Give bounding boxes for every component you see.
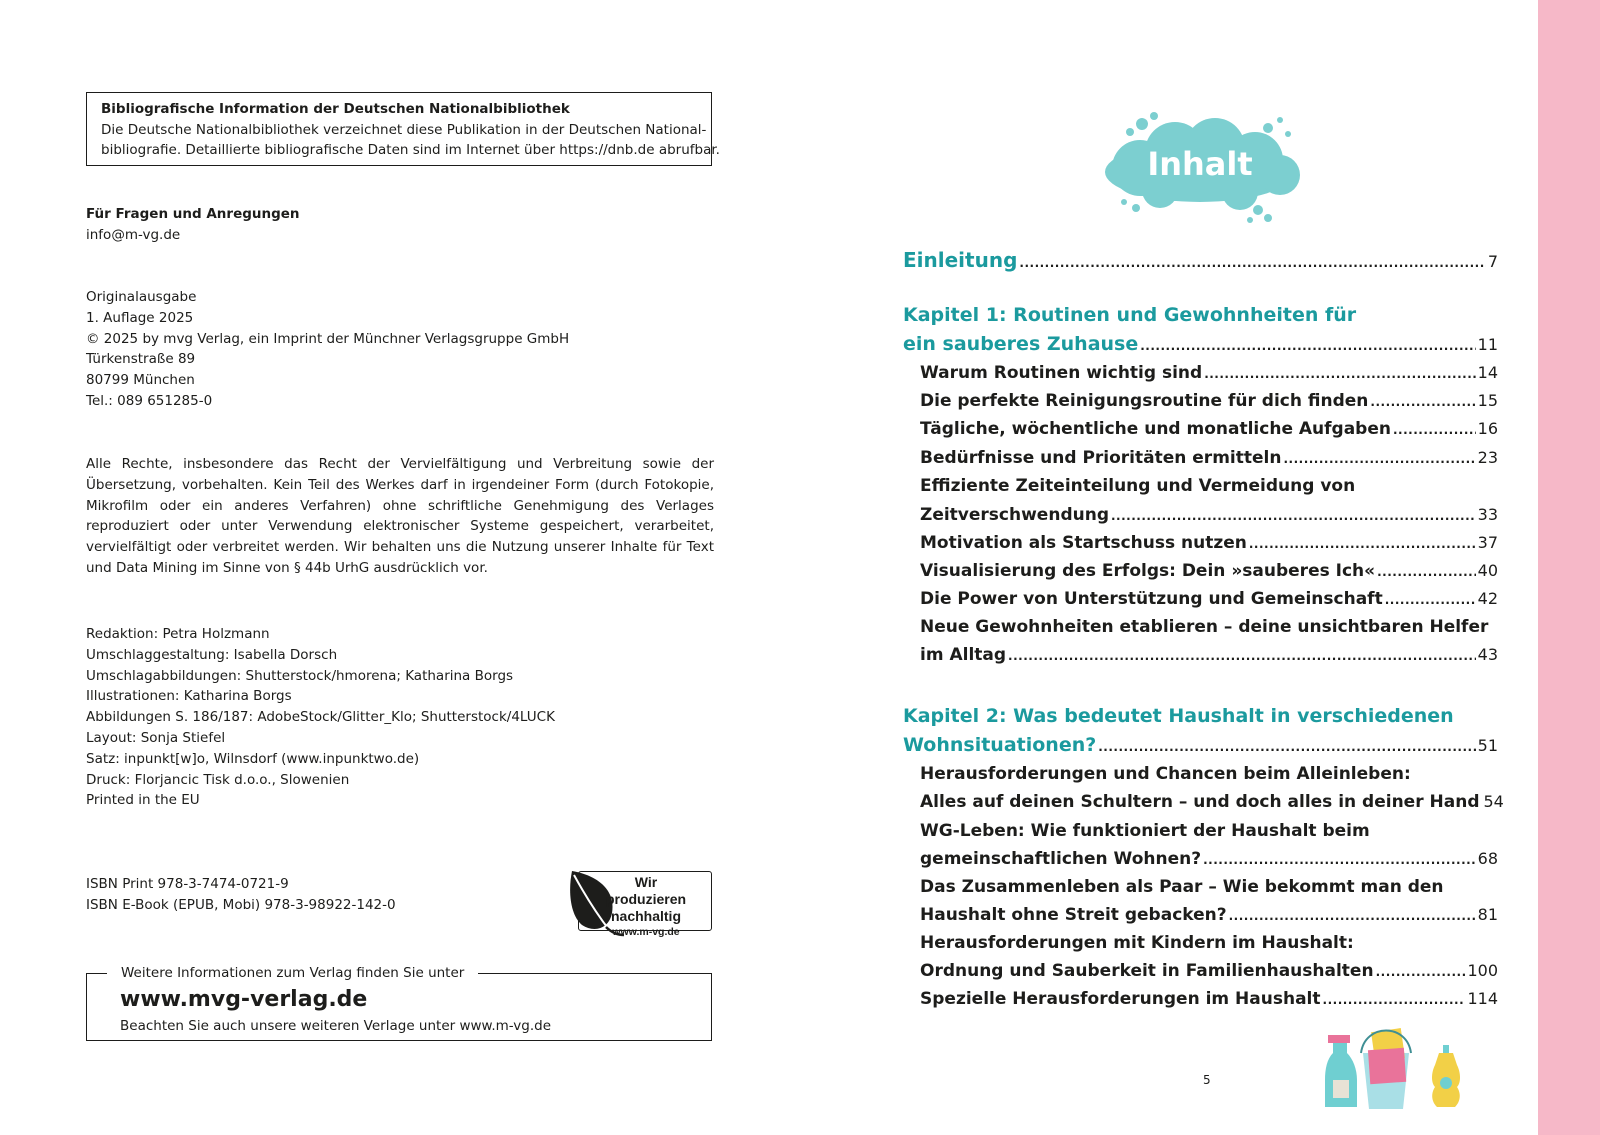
isbn-block bbox=[86, 874, 396, 916]
toc-label: Warum Routinen wichtig sind bbox=[920, 363, 1203, 383]
edition-block bbox=[86, 287, 569, 412]
toc-page: 33 bbox=[1477, 505, 1498, 524]
toc-page: 114 bbox=[1467, 989, 1498, 1008]
toc-page: 11 bbox=[1477, 335, 1498, 354]
seal-line: Wir produzieren bbox=[605, 874, 687, 907]
contact-heading: Für Fragen und Anregungen bbox=[86, 206, 300, 222]
toc-leader bbox=[1376, 965, 1466, 979]
toc-page: 100 bbox=[1467, 961, 1498, 980]
edition-line: Türkenstraße 89 bbox=[86, 351, 196, 368]
credits-block bbox=[86, 624, 555, 811]
toc-leader bbox=[1204, 367, 1475, 381]
toc-page: 37 bbox=[1477, 533, 1498, 552]
toc-chapter-title[interactable]: Kapitel 1: Routinen und Gewohnheiten für bbox=[903, 304, 1357, 326]
toc-page: 40 bbox=[1477, 561, 1498, 580]
toc-leader bbox=[1008, 649, 1476, 663]
toc-leader bbox=[1019, 256, 1485, 270]
page-number: 5 bbox=[1203, 1073, 1211, 1087]
cleaning-supplies-icon bbox=[1325, 1025, 1475, 1110]
rights-notice: Alle Rechte, insbesondere das Recht der Vervielfältigung und Verbreitung sowie der Übersetzung, vorbehalten. Kein Teil des Werkes darf in irgendeiner Form (durch Fotokopie, Mikrofilm oder ein anderes Verfahren) ohne schriftliche Genehmigung des Verlages reproduziert oder unter Verwendung elektronischer Systeme gespeichert, verarbeitet, vervielfältigt oder verbreitet werden. Wir behalten uns die Nutzung unserer Inhalte für Text und Data Mining im Sinne von § 44b UrhG ausdrücklich vor. bbox=[86, 456, 714, 576]
toc-leader bbox=[1385, 593, 1476, 607]
toc-label: Zeitverschwendung bbox=[920, 505, 1109, 525]
seal-text bbox=[594, 874, 698, 940]
toc-label: Alles auf deinen Schultern – und doch alles in deiner Hand bbox=[920, 792, 1480, 812]
credit-line: Abbildungen S. 186/187: AdobeStock/Glitter_Klo; Shutterstock/4LUCK bbox=[86, 709, 555, 726]
toc-leader bbox=[1323, 993, 1466, 1007]
contact-email[interactable]: info@m-vg.de bbox=[86, 226, 181, 243]
toc-leader bbox=[1249, 537, 1476, 551]
toc-page: 81 bbox=[1477, 905, 1498, 924]
credit-line: Illustrationen: Katharina Borgs bbox=[86, 688, 292, 705]
toc-label: Spezielle Herausforderungen im Haushalt bbox=[920, 989, 1321, 1009]
toc-label: Visualisierung des Erfolgs: Dein »sauberes Ich« bbox=[920, 561, 1376, 581]
toc-entry-line[interactable]: Herausforderungen mit Kindern im Haushalt: bbox=[920, 933, 1354, 953]
toc-label: Motivation als Startschuss nutzen bbox=[920, 533, 1247, 553]
toc-leader bbox=[1377, 565, 1476, 579]
bibliographic-title: Bibliografische Information der Deutschen Nationalbibliothek bbox=[101, 101, 570, 117]
toc-leader bbox=[1229, 909, 1476, 923]
toc-page: 14 bbox=[1477, 363, 1498, 382]
bibliographic-line: bibliografie. Detaillierte bibliografische Daten sind im Internet über https://dnb.de abrufbar. bbox=[101, 142, 720, 158]
toc-entry[interactable] bbox=[920, 645, 1498, 665]
toc-entry-einleitung[interactable] bbox=[903, 248, 1498, 272]
toc-label: Haushalt ohne Streit gebacken? bbox=[920, 905, 1227, 925]
toc-page: 68 bbox=[1477, 849, 1498, 868]
toc-entry[interactable] bbox=[920, 391, 1498, 411]
credit-line: Umschlagabbildungen: Shutterstock/hmorena; Katharina Borgs bbox=[86, 667, 514, 684]
toc-entry[interactable] bbox=[920, 533, 1498, 553]
toc-page: 42 bbox=[1477, 589, 1498, 608]
toc-entry[interactable] bbox=[920, 792, 1504, 812]
web-caption: Weitere Informationen zum Verlag finden Sie unter bbox=[107, 963, 478, 983]
toc-entry-chapter-1[interactable] bbox=[903, 333, 1498, 355]
toc-page: 51 bbox=[1477, 736, 1498, 755]
web-more: Beachten Sie auch unsere weiteren Verlage unter www.m-vg.de bbox=[120, 1018, 552, 1034]
toc-leader bbox=[1393, 423, 1476, 437]
toc-label: im Alltag bbox=[920, 645, 1007, 665]
toc-entry[interactable] bbox=[920, 448, 1498, 468]
toc-label: gemeinschaftlichen Wohnen? bbox=[920, 849, 1202, 869]
toc-entry[interactable] bbox=[920, 505, 1498, 525]
credit-line: Layout: Sonja Stiefel bbox=[86, 729, 226, 746]
toc-entry-line[interactable]: WG-Leben: Wie funktioniert der Haushalt beim bbox=[920, 821, 1370, 841]
toc-entry-line[interactable]: Effiziente Zeiteinteilung und Vermeidung von bbox=[920, 476, 1356, 496]
toc-chapter-title[interactable]: Kapitel 2: Was bedeutet Haushalt in verschiedenen bbox=[903, 705, 1454, 727]
edition-line: © 2025 by mvg Verlag, ein Imprint der Münchner Verlagsgruppe GmbH bbox=[86, 330, 570, 347]
toc-page: 23 bbox=[1477, 448, 1498, 467]
toc-entry[interactable] bbox=[920, 989, 1498, 1009]
toc-heading: Inhalt bbox=[1147, 145, 1253, 183]
toc-leader bbox=[1140, 339, 1475, 353]
toc-page: 54 bbox=[1483, 792, 1504, 811]
contact-block bbox=[86, 204, 300, 246]
toc-label: Ordnung und Sauberkeit in Familienhaushalten bbox=[920, 961, 1374, 981]
publisher-web-box bbox=[86, 965, 712, 1041]
toc-entry[interactable] bbox=[920, 589, 1498, 609]
edition-line: Tel.: 089 651285-0 bbox=[86, 392, 213, 409]
publisher-url[interactable]: www.mvg-verlag.de bbox=[120, 987, 368, 1012]
toc-leader bbox=[1098, 740, 1475, 754]
toc-label: Wohnsituationen? bbox=[903, 734, 1097, 756]
toc-entry[interactable] bbox=[920, 419, 1498, 439]
toc-entry[interactable] bbox=[920, 961, 1498, 981]
page-edge-strip bbox=[1538, 0, 1600, 1135]
sustainability-seal bbox=[566, 867, 714, 938]
toc-label: Einleitung bbox=[903, 248, 1018, 272]
toc-entry-line[interactable]: Herausforderungen und Chancen beim Alleinleben: bbox=[920, 764, 1411, 784]
toc-entry-line[interactable]: Das Zusammenleben als Paar – Wie bekommt man den bbox=[920, 877, 1444, 897]
credit-line: Satz: inpunkt[w]o, Wilnsdorf (www.inpunktwo.de) bbox=[86, 750, 420, 767]
toc-page: 7 bbox=[1487, 252, 1498, 271]
toc-leader bbox=[1111, 509, 1476, 523]
seal-url[interactable]: www.m-vg.de bbox=[612, 926, 680, 938]
bibliographic-info-box bbox=[86, 92, 720, 166]
toc-page: 43 bbox=[1477, 645, 1498, 664]
toc-entry[interactable] bbox=[920, 905, 1498, 925]
toc-entry[interactable] bbox=[920, 363, 1498, 383]
bibliographic-line: Die Deutsche Nationalbibliothek verzeichnet diese Publikation in der Deutschen National- bbox=[101, 121, 707, 138]
isbn-print: ISBN Print 978-3-7474-0721-9 bbox=[86, 876, 289, 892]
toc-label: Bedürfnisse und Prioritäten ermitteln bbox=[920, 448, 1282, 468]
toc-label: Die perfekte Reinigungsroutine für dich finden bbox=[920, 391, 1369, 411]
toc-entry-line[interactable]: Neue Gewohnheiten etablieren – deine unsichtbaren Helfer bbox=[920, 617, 1489, 637]
toc-page: 16 bbox=[1477, 419, 1498, 438]
edition-line: Originalausgabe bbox=[86, 289, 197, 305]
toc-leader bbox=[1203, 853, 1476, 867]
toc-label: Tägliche, wöchentliche und monatliche Aufgaben bbox=[920, 419, 1391, 439]
credit-line: Printed in the EU bbox=[86, 792, 200, 809]
edition-line: 80799 München bbox=[86, 372, 195, 389]
toc-entry[interactable] bbox=[920, 849, 1498, 869]
toc-leader bbox=[1370, 395, 1475, 409]
credit-line: Druck: Florjancic Tisk d.o.o., Slowenien bbox=[86, 771, 350, 788]
toc-entry-chapter-2[interactable] bbox=[903, 734, 1498, 756]
edition-line: 1. Auflage 2025 bbox=[86, 309, 194, 326]
toc-label: ein sauberes Zuhause bbox=[903, 333, 1139, 355]
toc-entry[interactable] bbox=[920, 561, 1498, 581]
credit-line: Redaktion: Petra Holzmann bbox=[86, 626, 270, 642]
toc-label: Die Power von Unterstützung und Gemeinschaft bbox=[920, 589, 1383, 609]
toc-page: 15 bbox=[1477, 391, 1498, 410]
seal-line: nachhaltig bbox=[610, 908, 681, 924]
toc-leader bbox=[1283, 452, 1475, 466]
credit-line: Umschlaggestaltung: Isabella Dorsch bbox=[86, 646, 338, 663]
isbn-ebook: ISBN E-Book (EPUB, Mobi) 978-3-98922-142-0 bbox=[86, 896, 396, 913]
